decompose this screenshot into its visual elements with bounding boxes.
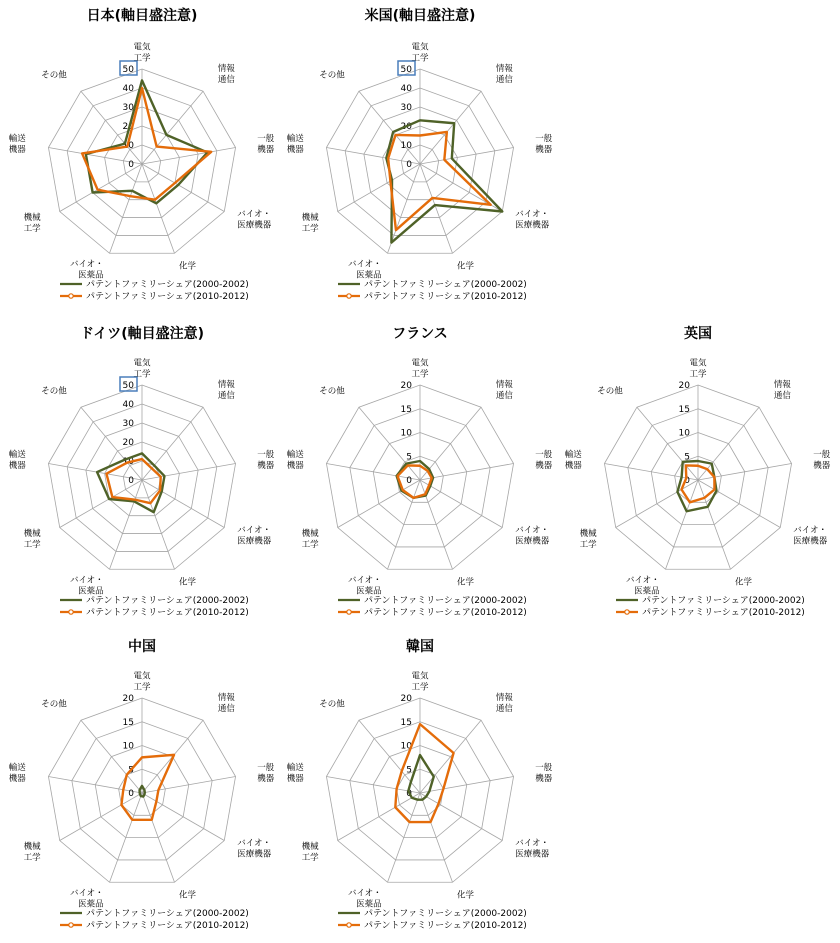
category-label: 工学 xyxy=(301,853,319,863)
category-label: 医薬品 xyxy=(356,270,382,281)
category-label: 医療機器 xyxy=(237,849,272,860)
category-label: バイオ・ xyxy=(69,259,104,270)
category-label: 機械 xyxy=(579,529,597,539)
legend-marker xyxy=(347,923,351,927)
category-label: 輸送 xyxy=(564,450,582,461)
tick-label: 0 xyxy=(406,789,412,799)
category-label: バイオ・ xyxy=(347,888,382,899)
category-label: 工学 xyxy=(133,369,151,380)
category-label: その他 xyxy=(597,386,623,397)
category-label: 化学 xyxy=(178,261,196,272)
category-label: 医療機器 xyxy=(237,220,272,231)
category-label: 機器 xyxy=(535,145,553,156)
category-label: バイオ・ xyxy=(347,259,382,270)
category-label: 通信 xyxy=(495,75,513,86)
tick-label: 40 xyxy=(400,84,412,94)
category-label: 医療機器 xyxy=(515,849,550,860)
category-label: バイオ・ xyxy=(625,575,660,586)
radar-panel-4 xyxy=(565,325,831,618)
tick-label: 10 xyxy=(122,141,134,151)
tick-label: 50 xyxy=(122,65,134,75)
category-label: 化学 xyxy=(456,890,474,901)
category-label: 一般 xyxy=(535,450,553,461)
category-label: 通信 xyxy=(495,391,513,402)
tick-label: 20 xyxy=(400,694,412,704)
radar-panel-2 xyxy=(9,325,275,618)
chart-title: 米国(軸目盛注意) xyxy=(364,8,476,24)
category-label: 通信 xyxy=(773,391,791,402)
category-label: 機器 xyxy=(535,774,553,785)
category-label: 情報 xyxy=(217,64,235,75)
category-label: 輸送 xyxy=(8,450,26,461)
category-label: その他 xyxy=(41,699,67,710)
category-label: 輸送 xyxy=(286,134,304,145)
category-label: 情報 xyxy=(495,380,513,391)
radar-panel-5 xyxy=(9,638,275,931)
chart-title: フランス xyxy=(392,326,448,342)
category-label: 工学 xyxy=(411,369,429,380)
tick-label: 5 xyxy=(406,765,412,776)
axis-spoke xyxy=(338,480,420,528)
legend-marker xyxy=(69,923,73,927)
category-label: 工学 xyxy=(689,369,707,380)
tick-label: 15 xyxy=(678,404,690,415)
tick-label: 10 xyxy=(400,141,412,151)
radar-panel-0 xyxy=(9,7,275,302)
tick-label: 0 xyxy=(684,476,690,486)
tick-label: 20 xyxy=(122,694,134,704)
category-label: 通信 xyxy=(217,704,235,715)
category-label: 機器 xyxy=(257,774,275,785)
category-label: 機械 xyxy=(301,529,319,539)
axis-spoke xyxy=(60,164,142,212)
category-label: バイオ・ xyxy=(515,838,550,849)
chart-title: 韓国 xyxy=(406,639,434,655)
tick-label: 30 xyxy=(122,419,134,429)
category-label: 情報 xyxy=(217,693,235,704)
category-label: 工学 xyxy=(23,224,41,234)
tick-label: 10 xyxy=(122,457,134,467)
category-label: 医薬品 xyxy=(78,270,104,281)
category-label: 医薬品 xyxy=(78,586,104,597)
category-label: 輸送 xyxy=(286,450,304,461)
category-label: 医薬品 xyxy=(356,586,382,597)
legend-marker xyxy=(347,294,351,298)
category-label: 輸送 xyxy=(286,763,304,774)
category-label: 情報 xyxy=(773,380,791,391)
category-label: 工学 xyxy=(411,53,429,64)
category-label: 輸送 xyxy=(8,763,26,774)
legend-label: パテントファミリーシェア(2010-2012) xyxy=(364,921,527,931)
tick-label: 15 xyxy=(122,717,134,728)
category-label: 通信 xyxy=(217,391,235,402)
category-label: 化学 xyxy=(456,577,474,588)
category-label: バイオ・ xyxy=(237,525,272,536)
chart-title: 日本(軸目盛注意) xyxy=(86,8,198,24)
legend-label: パテントファミリーシェア(2010-2012) xyxy=(364,292,527,302)
category-label: 機器 xyxy=(813,461,831,472)
series-line-1 xyxy=(86,80,208,203)
category-label: 工学 xyxy=(411,682,429,693)
category-label: 機器 xyxy=(8,145,26,156)
tick-label: 30 xyxy=(400,103,412,113)
axis-spoke xyxy=(142,164,174,253)
axis-spoke xyxy=(637,404,698,480)
category-label: 機器 xyxy=(8,774,26,785)
legend-label: パテントファミリーシェア(2000-2002) xyxy=(364,280,527,290)
category-label: 電気 xyxy=(411,358,429,369)
tick-label: 5 xyxy=(406,452,412,463)
category-label: 機器 xyxy=(257,461,275,472)
tick-label: 0 xyxy=(406,160,412,170)
tick-label: 0 xyxy=(128,160,134,170)
category-label: その他 xyxy=(319,70,345,81)
category-label: 機械 xyxy=(301,213,319,223)
legend-label: パテントファミリーシェア(2000-2002) xyxy=(642,596,805,606)
axis-spoke xyxy=(420,91,481,164)
legend-label: パテントファミリーシェア(2010-2012) xyxy=(642,608,805,618)
category-label: 機器 xyxy=(286,461,304,472)
tick-label: 10 xyxy=(122,741,134,752)
radar-panel-1 xyxy=(287,7,553,302)
category-label: 電気 xyxy=(133,358,151,369)
category-label: バイオ・ xyxy=(515,525,550,536)
category-label: バイオ・ xyxy=(237,838,272,849)
category-label: バイオ・ xyxy=(347,575,382,586)
category-label: 医療機器 xyxy=(237,536,272,547)
axis-spoke xyxy=(60,480,142,528)
category-label: 機械 xyxy=(23,213,41,223)
category-label: 機械 xyxy=(301,842,319,852)
legend-label: パテントファミリーシェア(2010-2012) xyxy=(86,921,249,931)
chart-title: 中国 xyxy=(128,639,156,655)
category-label: 機械 xyxy=(23,842,41,852)
category-label: 輸送 xyxy=(8,134,26,145)
category-label: 一般 xyxy=(535,763,553,774)
category-label: 化学 xyxy=(178,890,196,901)
category-label: 機器 xyxy=(286,145,304,156)
axis-spoke xyxy=(420,164,452,253)
legend-label: パテントファミリーシェア(2010-2012) xyxy=(86,292,249,302)
axis-spoke xyxy=(359,404,420,480)
category-label: 機器 xyxy=(257,145,275,156)
tick-label: 0 xyxy=(128,789,134,799)
category-label: 医療機器 xyxy=(793,536,828,547)
category-label: 工学 xyxy=(301,224,319,234)
category-label: バイオ・ xyxy=(793,525,828,536)
category-label: 化学 xyxy=(456,261,474,272)
chart-title: 英国 xyxy=(684,326,712,342)
legend-marker xyxy=(69,294,73,298)
legend-label: パテントファミリーシェア(2010-2012) xyxy=(86,608,249,618)
tick-label: 20 xyxy=(678,381,690,391)
category-label: 電気 xyxy=(411,671,429,682)
tick-label: 15 xyxy=(400,717,412,728)
category-label: 機械 xyxy=(23,529,41,539)
category-label: 工学 xyxy=(579,540,597,550)
tick-label: 20 xyxy=(122,122,134,132)
axis-spoke xyxy=(338,164,420,212)
category-label: 医療機器 xyxy=(515,220,550,231)
axis-spoke xyxy=(110,164,142,253)
tick-label: 0 xyxy=(128,476,134,486)
axis-spoke xyxy=(81,717,142,793)
category-label: バイオ・ xyxy=(69,888,104,899)
series-line-2 xyxy=(398,465,432,497)
category-label: 工学 xyxy=(133,53,151,64)
category-label: 工学 xyxy=(23,853,41,863)
category-label: 通信 xyxy=(495,704,513,715)
category-label: 電気 xyxy=(133,42,151,53)
category-label: 医療機器 xyxy=(515,536,550,547)
tick-label: 10 xyxy=(678,428,690,439)
category-label: 一般 xyxy=(257,450,275,461)
category-label: バイオ・ xyxy=(69,575,104,586)
category-label: 工学 xyxy=(133,682,151,693)
chart-title: ドイツ(軸目盛注意) xyxy=(79,326,205,342)
category-label: 化学 xyxy=(734,577,752,588)
tick-label: 15 xyxy=(400,404,412,415)
category-label: 医薬品 xyxy=(78,899,104,910)
tick-label: 10 xyxy=(400,428,412,439)
radar-panel-6 xyxy=(287,638,553,931)
category-label: その他 xyxy=(41,70,67,81)
legend-label: パテントファミリーシェア(2000-2002) xyxy=(86,280,249,290)
category-label: 工学 xyxy=(301,540,319,550)
category-label: その他 xyxy=(41,386,67,397)
category-label: バイオ・ xyxy=(515,209,550,220)
category-label: その他 xyxy=(319,699,345,710)
axis-spoke xyxy=(142,480,224,528)
category-label: 電気 xyxy=(689,358,707,369)
category-label: 情報 xyxy=(495,64,513,75)
category-label: 一般 xyxy=(535,134,553,145)
category-label: 一般 xyxy=(257,134,275,145)
category-label: 機器 xyxy=(564,461,582,472)
tick-label: 40 xyxy=(122,84,134,94)
legend-label: パテントファミリーシェア(2000-2002) xyxy=(86,909,249,919)
axis-spoke xyxy=(142,777,236,793)
axis-spoke xyxy=(338,793,420,841)
category-label: 電気 xyxy=(411,42,429,53)
legend-label: パテントファミリーシェア(2000-2002) xyxy=(86,596,249,606)
category-label: 工学 xyxy=(23,540,41,550)
legend-label: パテントファミリーシェア(2000-2002) xyxy=(364,596,527,606)
category-label: 電気 xyxy=(133,671,151,682)
category-label: 一般 xyxy=(257,763,275,774)
tick-label: 20 xyxy=(400,122,412,132)
category-label: 機器 xyxy=(8,461,26,472)
legend-label: パテントファミリーシェア(2010-2012) xyxy=(364,608,527,618)
tick-label: 0 xyxy=(406,476,412,486)
category-label: 情報 xyxy=(217,380,235,391)
category-label: 機器 xyxy=(535,461,553,472)
category-label: 機器 xyxy=(286,774,304,785)
legend-marker xyxy=(69,610,73,614)
category-label: 医薬品 xyxy=(356,899,382,910)
tick-label: 50 xyxy=(400,65,412,75)
axis-spoke xyxy=(110,480,142,569)
category-label: 情報 xyxy=(495,693,513,704)
radar-panel-3 xyxy=(287,326,553,618)
legend-marker xyxy=(625,610,629,614)
category-label: 化学 xyxy=(178,577,196,588)
category-label: その他 xyxy=(319,386,345,397)
tick-label: 5 xyxy=(128,765,134,776)
tick-label: 20 xyxy=(122,438,134,448)
category-label: バイオ・ xyxy=(237,209,272,220)
tick-label: 5 xyxy=(684,452,690,463)
legend-marker xyxy=(347,610,351,614)
tick-label: 30 xyxy=(122,103,134,113)
axis-spoke xyxy=(142,164,224,212)
tick-label: 10 xyxy=(400,741,412,752)
category-label: 一般 xyxy=(813,450,831,461)
tick-label: 40 xyxy=(122,400,134,410)
axis-spoke xyxy=(616,480,698,528)
axis-spoke xyxy=(142,793,224,841)
tick-label: 50 xyxy=(122,381,134,391)
category-label: 医薬品 xyxy=(634,586,660,597)
tick-label: 20 xyxy=(400,381,412,391)
axis-spoke xyxy=(420,480,502,528)
axis-spoke xyxy=(420,148,514,164)
legend-label: パテントファミリーシェア(2000-2002) xyxy=(364,909,527,919)
category-label: 通信 xyxy=(217,75,235,86)
